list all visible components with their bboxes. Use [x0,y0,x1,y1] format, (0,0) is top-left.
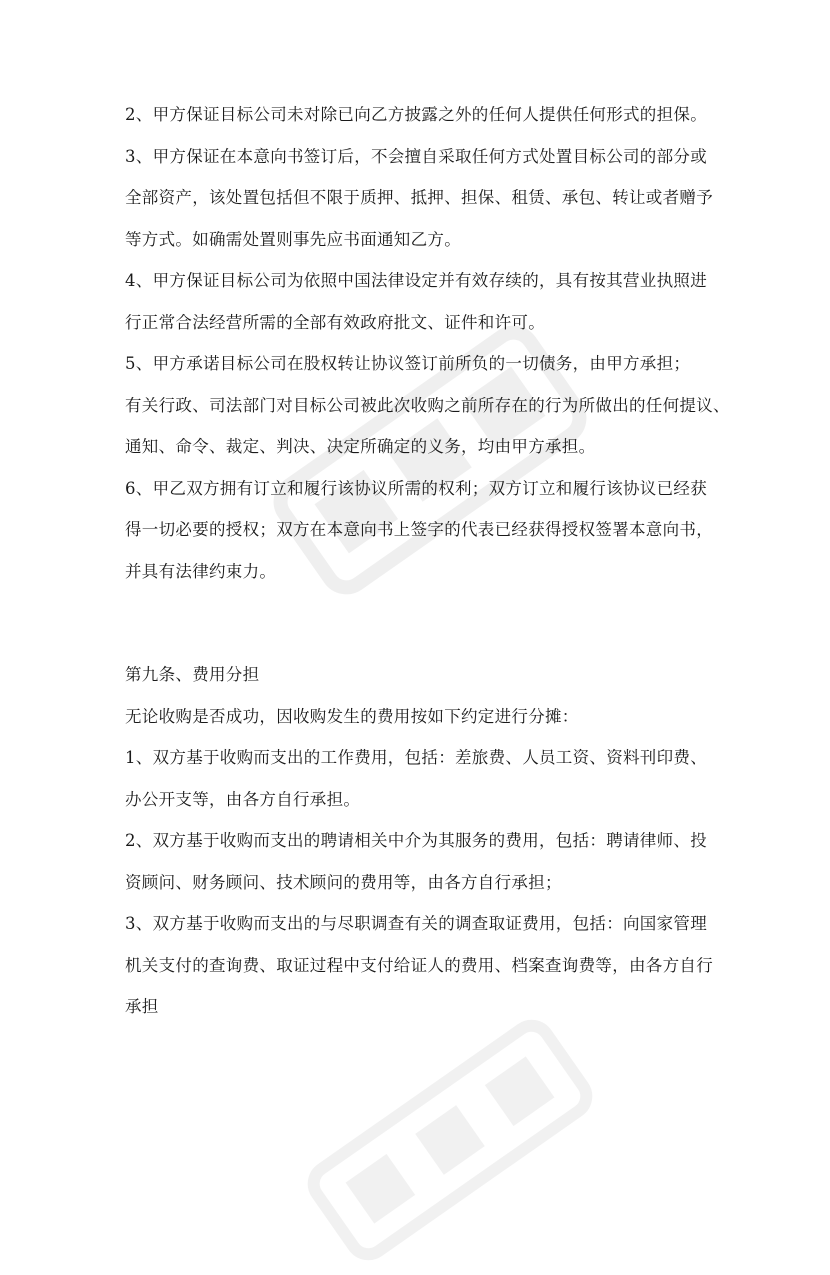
clause-2-line: 2、甲方保证目标公司未对除已向乙方披露之外的任何人提供任何形式的担保。 [125,105,707,124]
section-spacer [125,603,725,665]
clause-6-line-3: 并具有法律约束力。 [125,561,277,581]
cost-item-3-line-3: 承担 [125,997,159,1016]
cost-item-2-line-1: 2、双方基于收购而支出的聘请相关中介为其服务的费用，包括：聘请律师、投 [125,831,707,850]
cost-item-3-line-1: 3、双方基于收购而支出的与尽职调查有关的调查取证费用，包括：向国家管理 [125,914,707,933]
cost-item-1-line-1: 1、双方基于收购而支出的工作费用，包括：差旅费、人员工资、资料刊印费、 [125,748,707,767]
watermark-logo-bottom [293,1005,608,1275]
article-9-heading: 第九条、费用分担 [125,665,260,684]
clause-4-line-2: 行正常合法经营所需的全部有效政府批文、证件和许可。 [125,312,545,332]
cost-item-1-line-2: 办公开支等，由各方自行承担。 [125,789,361,809]
cost-item-3-line-2: 机关支付的查询费、取证过程中支付给证人的费用、档案查询费等，由各方自行 [125,955,713,975]
clause-5-line-3: 通知、命令、裁定、判决、决定所确定的义务，均由甲方承担。 [125,437,596,456]
clause-3-line-3: 等方式。如确需处置则事先应书面通知乙方。 [125,229,461,249]
article-9-intro: 无论收购是否成功，因收购发生的费用按如下约定进行分摊： [125,706,579,726]
document-body [125,105,730,1039]
clause-5-line-2: 有关行政、司法部门对目标公司被此次收购之前所存在的行为所做出的任何提议、 [125,395,730,415]
clause-3-line-1: 3、甲方保证在本意向书签订后，不会擅自采取任何方式处置目标公司的部分或 [125,146,707,166]
cost-item-2-line-2: 资顾问、财务顾问、技术顾问的费用等，由各方自行承担； [125,872,562,892]
clause-3-line-2: 全部资产，该处置包括但不限于质押、抵押、担保、租赁、承包、转让或者赠予 [125,188,713,207]
clause-6-line-1: 6、甲乙双方拥有订立和履行该协议所需的权利；双方订立和履行该协议已经获 [125,478,707,498]
clause-4-line-1: 4、甲方保证目标公司为依照中国法律设定并有效存续的，具有按其营业执照进 [125,271,707,290]
clause-5-line-1: 5、甲方承诺目标公司在股权转让协议签订前所负的一切债务，由甲方承担； [125,354,691,373]
clause-6-line-2: 得一切必要的授权；双方在本意向书上签字的代表已经获得授权签署本意向书， [125,520,713,539]
